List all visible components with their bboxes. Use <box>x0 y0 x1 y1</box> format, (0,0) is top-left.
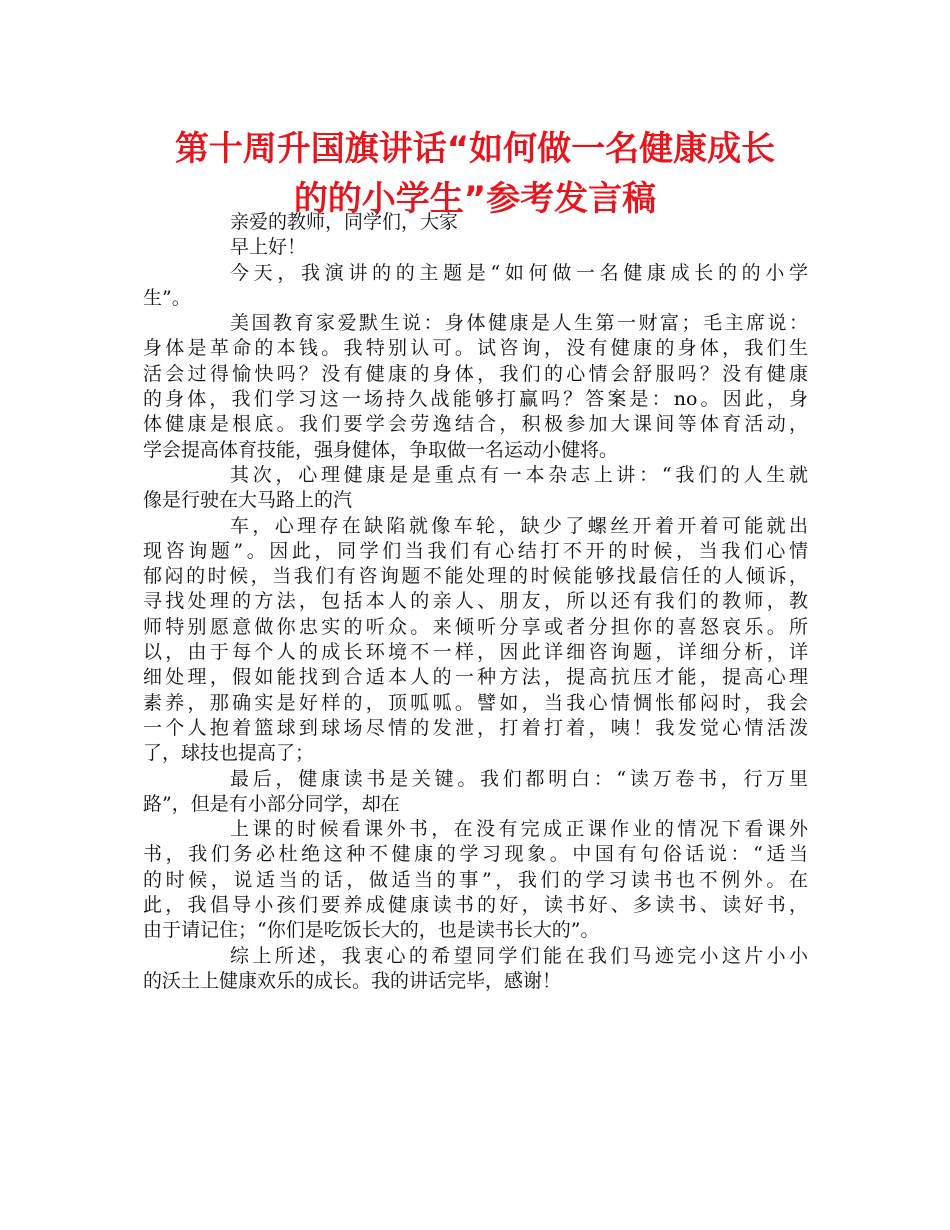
text-line: 师特别愿意做你忠实的听众。来倾听分享或者分担你的喜怒哀乐。所 <box>143 615 808 638</box>
text-line: 现咨询题”。因此，同学们当我们有心结打不开的时候，当我们心情 <box>143 539 808 562</box>
text-line: 生”。 <box>143 286 191 309</box>
text-line: 像是行驶在大马路上的汽 <box>143 489 353 512</box>
text-line: 此，我倡导小孩们要养成健康读书的好，读书好、多读书、读好书， <box>143 894 808 917</box>
text-line: 活会过得愉快吗？没有健康的身体，我们的心情会舒服吗？没有健康 <box>143 362 808 385</box>
text-line: 了，球技也提高了； <box>143 742 315 765</box>
title-line-2: 的的小学生”参考发言稿 <box>293 179 657 219</box>
text-line: 体健康是根底。我们要学会劳逸结合，积极参加大课间等体育活动， <box>143 413 808 436</box>
document-title <box>130 124 820 224</box>
text-line: 美国教育家爱默生说：身体健康是人生第一财富；毛主席说： <box>230 312 808 335</box>
text-line: 细处理，假如能找到合适本人的一种方法，提高抗压才能，提高心理 <box>143 666 808 689</box>
greeting-line: 亲爱的教师，同学们，大家 <box>230 211 459 233</box>
text-line: 上课的时候看课外书，在没有完成正课作业的情况下看课外 <box>230 818 808 841</box>
text-line: 素养，那确实是好样的，顶呱呱。譬如，当我心情惆怅郁闷时，我会 <box>143 691 808 714</box>
text-line: 寻找处理的方法，包括本人的亲人、朋友，所以还有我们的教师，教 <box>143 590 808 613</box>
text-line: 最后，健康读书是关键。我们都明白：“读万卷书，行万里 <box>230 767 808 790</box>
speech-body <box>143 210 808 994</box>
text-line: 其次，心理健康是是重点有一本杂志上讲：“我们的人生就 <box>230 463 808 486</box>
text-line: 书，我们务必杜绝这种不健康的学习现象。中国有句俗话说：“适当 <box>143 843 808 866</box>
text-line: 身体是革命的本钱。我特别认可。试咨询，没有健康的身体，我们生 <box>143 337 808 360</box>
title-line-1: 第十周升国旗讲话“如何做一名健康成长 <box>174 129 776 169</box>
text-line: 车，心理存在缺陷就像车轮，缺少了螺丝开着开着可能就出 <box>230 514 808 537</box>
text-line: 由于请记住；“你们是吃饭长大的，也是读书长大的”。 <box>143 919 600 942</box>
text-line: 的沃土上健康欢乐的成长。我的讲话完毕，感谢！ <box>143 969 562 992</box>
text-line: 的身体，我们学习这一场持久战能够打赢吗？答案是：no。因此，身 <box>143 388 808 411</box>
text-line: 的时候，说适当的话，做适当的事”，我们的学习读书也不例外。在 <box>143 868 808 891</box>
greeting-line: 早上好！ <box>230 236 307 259</box>
text-line: 一个人抱着篮球到球场尽情的发泄，打着打着，咦！我发觉心情活泼 <box>143 716 808 739</box>
text-line: 综上所述，我衷心的希望同学们能在我们马迹完小这片小小 <box>230 944 808 967</box>
text-line: 学会提高体育技能，强身健体，争取做一名运动小健将。 <box>143 438 619 461</box>
text-line: 郁闷的时候，当我们有咨询题不能处理的时候能够找最信任的人倾诉， <box>143 565 808 588</box>
text-line: 以，由于每个人的成长环境不一样，因此详细咨询题，详细分析，详 <box>143 641 808 664</box>
text-line: 今天，我演讲的的主题是“如何做一名健康成长的的小学 <box>230 261 808 284</box>
text-line: 路”，但是有小部分同学，却在 <box>143 792 400 815</box>
